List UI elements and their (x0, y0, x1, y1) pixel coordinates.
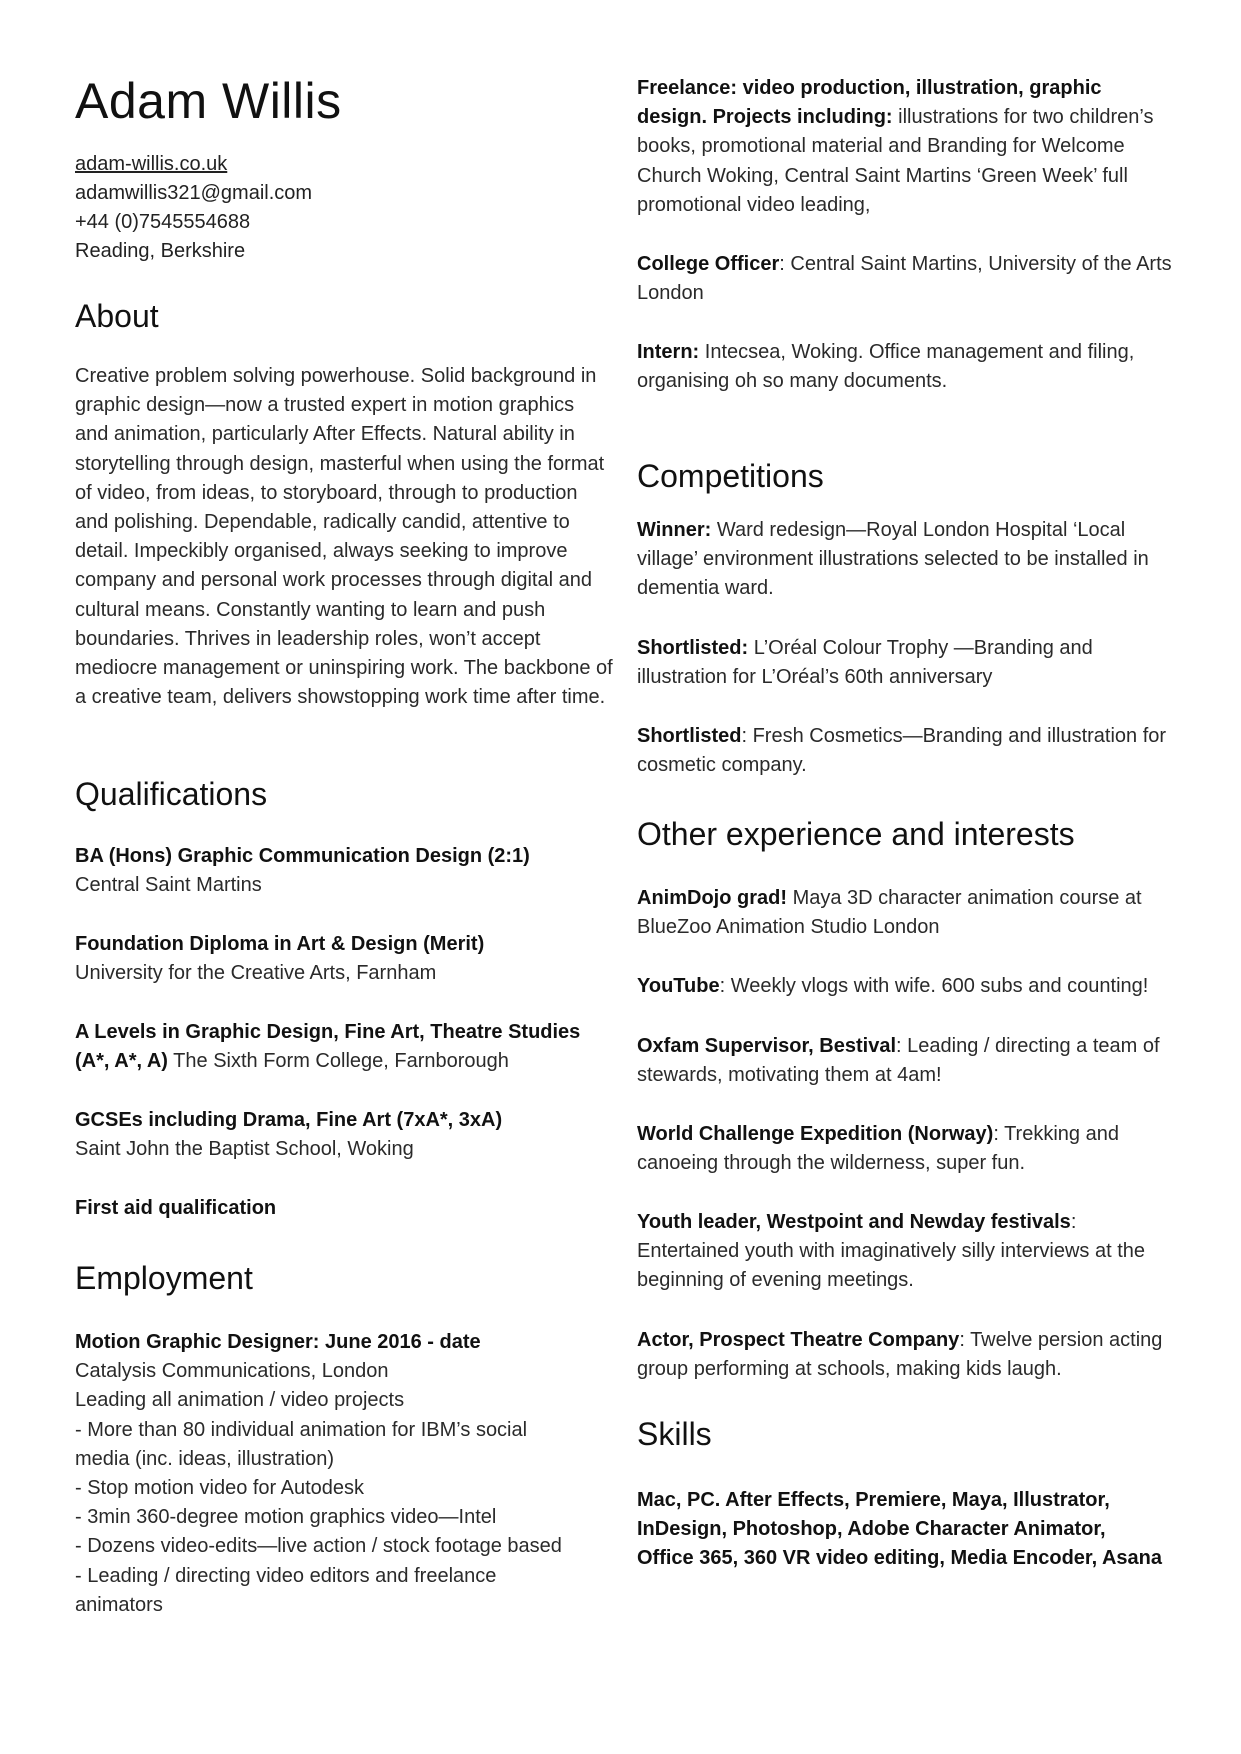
competitions-heading: Competitions (637, 458, 824, 494)
qualification-title: First aid qualification (75, 1197, 277, 1219)
college-officer-entry (637, 250, 1177, 308)
freelance-title: Freelance: video production, illustration, graphic design. Projects including: (637, 77, 1102, 129)
qualification-item (75, 1018, 600, 1076)
interest-text: : Entertained youth with imaginatively silly interviews at the beginning of evening meetings. (637, 1211, 1146, 1292)
job-bullet: - Stop motion video for Autodesk (75, 1477, 365, 1500)
interest-item (637, 1120, 1177, 1178)
interest-item (637, 972, 1182, 1001)
skills-text: Mac, PC. After Effects, Premiere, Maya, Illustrator, InDesign, Photoshop, Adobe Character Animator, Office 365, 360 VR video editing, Media Encoder, Asana (637, 1489, 1162, 1570)
qualification-item (75, 930, 615, 988)
qualification-detail: Central Saint Martins (75, 874, 262, 897)
interest-item (637, 1032, 1177, 1090)
skills-entry (637, 1486, 1167, 1574)
competition-text: L’Oréal Colour Trophy —Branding and illustration for L’Oréal’s 60th anniversary (637, 637, 1093, 689)
competition-item (637, 634, 1137, 692)
job-summary: Leading all animation / video projects (75, 1389, 405, 1412)
job-bullet: - Dozens video-edits—live action / stock footage based (75, 1535, 562, 1558)
contact-block (75, 150, 312, 266)
job-title: Motion Graphic Designer: June 2016 - date (75, 1331, 481, 1353)
competition-title: Shortlisted (637, 725, 742, 747)
interest-item (637, 1326, 1182, 1384)
competition-item (637, 516, 1167, 604)
email-text: adamwillis321@gmail.com (75, 182, 313, 204)
location-text: Reading, Berkshire (75, 240, 246, 262)
interest-text: : Weekly vlogs with wife. 600 subs and counting! (719, 975, 1149, 997)
interest-item (637, 884, 1177, 942)
interest-title: AnimDojo grad! (637, 887, 787, 909)
freelance-text: illustrations for two children’s books, promotional material and Branding for Welcome Church Woking, Central Saint Martins ‘Green Week’ full promotional video leading, (637, 106, 1154, 216)
job-entry (75, 1328, 615, 1620)
qualification-title: Foundation Diploma in Art & Design (Merit) (75, 933, 485, 955)
freelance-entry (637, 74, 1177, 220)
job-bullet: - More than 80 individual animation for IBM’s social media (inc. ideas, illustration) (75, 1418, 528, 1470)
competition-text: : Fresh Cosmetics—Branding and illustration for cosmetic company. (637, 725, 1167, 777)
other-heading: Other experience and interests (637, 816, 1075, 852)
intern-title: Intern: (637, 341, 700, 363)
interest-text: Maya 3D character animation course at BlueZoo Animation Studio London (637, 887, 1142, 939)
intern-text: Intecsea, Woking. Office management and filing, organising oh so many documents. (637, 341, 1135, 393)
qualification-detail: The Sixth Form College, Farnborough (173, 1050, 509, 1073)
interest-title: Actor, Prospect Theatre Company (637, 1329, 960, 1351)
college-officer-sep: : (779, 253, 785, 275)
qualification-item (75, 1194, 615, 1223)
qualification-item (75, 842, 615, 900)
qualification-detail: University for the Creative Arts, Farnham (75, 962, 437, 985)
interest-item (637, 1208, 1177, 1296)
competition-text: Ward redesign—Royal London Hospital ‘Local village’ environment illustrations selected to be installed in dementia ward. (637, 519, 1149, 600)
about-text: Creative problem solving powerhouse. Solid background in graphic design—now a trusted expert in motion graphics and animation, particularly After Effects. Natural ability in storytelling through design, masterful when using the format of video, from ideas, to storyboard, through to production and polishing. Dependable, radically candid, attentive to detail. Impeckibly organised, always seeking to improve company and personal work processes through digital and cultural means. Constantly wanting to learn and push boundaries. Thrives in leadership roles, won’t accept mediocre management or uninspiring work. The backbone of a creative team, delivers showstopping work time after time. (75, 365, 613, 709)
interest-text: : Twelve persion acting group performing at schools, making kids laugh. (637, 1329, 1163, 1381)
job-company: Catalysis Communications, London (75, 1360, 389, 1383)
job-bullet: - 3min 360-degree motion graphics video—Intel (75, 1506, 497, 1529)
job-bullet: - Leading / directing video editors and freelance animators (75, 1564, 497, 1616)
qualification-title: GCSEs including Drama, Fine Art (7xA*, 3xA) (75, 1109, 503, 1131)
qualifications-heading: Qualifications (75, 776, 268, 812)
qualification-title: BA (Hons) Graphic Communication Design (2:1) (75, 845, 530, 867)
qualification-detail: Saint John the Baptist School, Woking (75, 1138, 414, 1161)
about-heading: About (75, 298, 159, 334)
interest-title: YouTube (637, 975, 720, 997)
interest-title: Oxfam Supervisor, Bestival (637, 1035, 897, 1057)
college-officer-title: College Officer (637, 253, 780, 275)
interest-text: : Trekking and canoeing through the wilderness, super fun. (637, 1123, 1119, 1175)
skills-heading: Skills (637, 1416, 712, 1452)
intern-entry (637, 338, 1177, 396)
competition-title: Shortlisted: (637, 637, 749, 659)
employment-heading: Employment (75, 1260, 253, 1296)
candidate-name: Adam Willis (75, 73, 342, 129)
competition-item (637, 722, 1177, 780)
interest-text: : Leading / directing a team of stewards, motivating them at 4am! (637, 1035, 1160, 1087)
website-link[interactable]: adam-willis.co.uk (75, 153, 228, 175)
interest-title: World Challenge Expedition (Norway) (637, 1123, 994, 1145)
qualification-item (75, 1106, 615, 1164)
interest-title: Youth leader, Westpoint and Newday festivals (637, 1211, 1071, 1233)
college-officer-text: Central Saint Martins, University of the Arts London (637, 253, 1172, 305)
phone-text: +44 (0)7545554688 (75, 211, 251, 233)
qualification-title: A Levels in Graphic Design, Fine Art, Theatre Studies (A*, A*, A) (75, 1021, 581, 1073)
competition-title: Winner: (637, 519, 712, 541)
